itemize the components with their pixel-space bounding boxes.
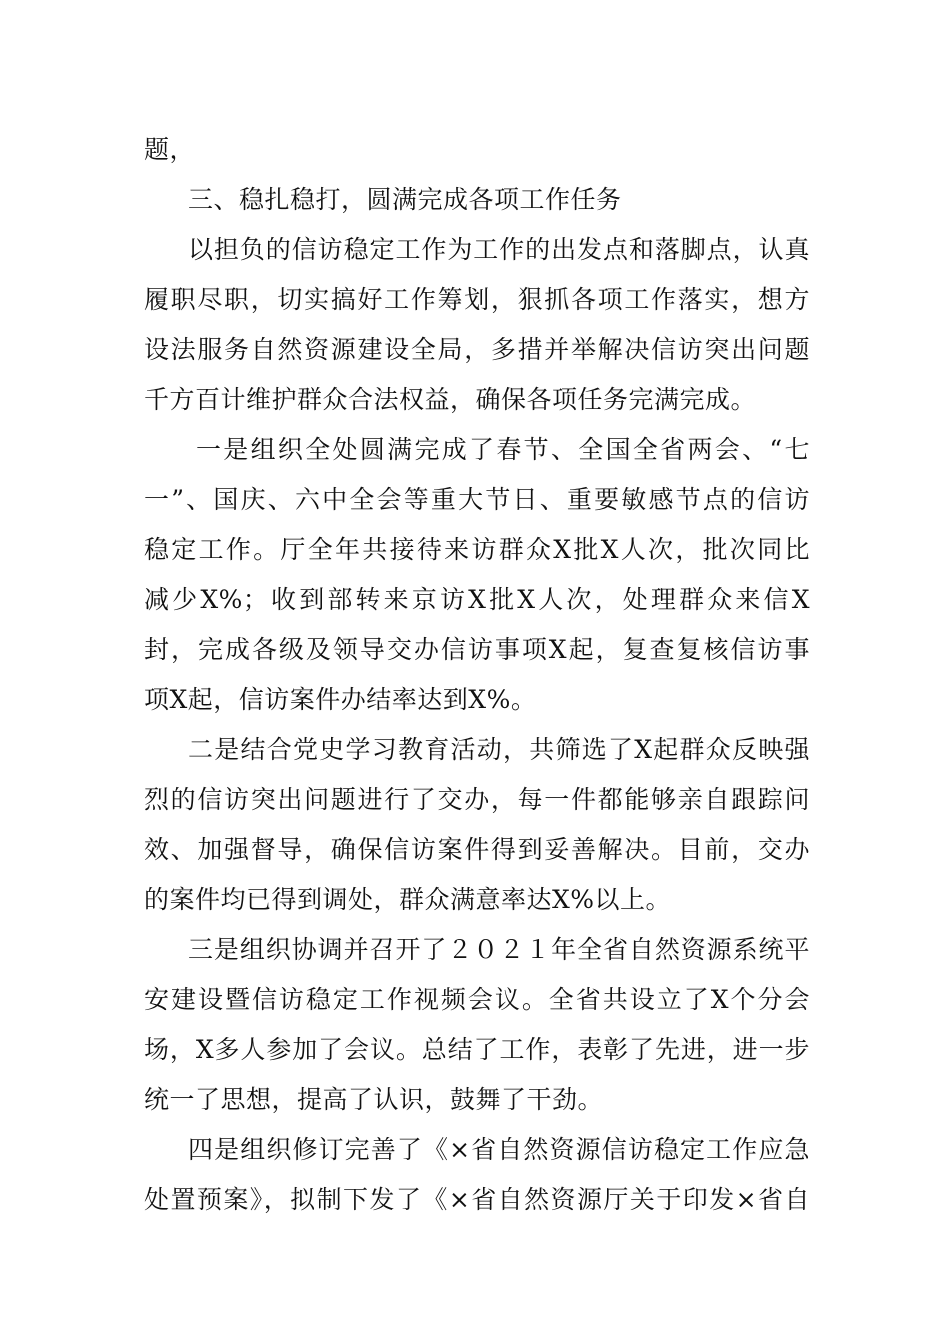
paragraph-line: 设法服务自然资源建设全局，多措并举解决信访突出问题 [144,335,810,364]
paragraph-line: 三是组织协调并召开了２０２１年全省自然资源系统平 [188,935,810,964]
text-line: 题， [144,135,196,164]
paragraph-line: 的案件均已得到调处，群众满意率达X%以上。 [144,885,672,914]
paragraph-line: 减少X%；收到部转来京访X批X人次，处理群众来信X [144,585,810,614]
paragraph-line: 稳定工作。厅全年共接待来访群众X批X人次，批次同比 [144,535,810,564]
paragraph-line: 二是结合党史学习教育活动，共筛选了X起群众反映强 [188,735,810,764]
paragraph-line: 处置预案》，拟制下发了《×省自然资源厅关于印发×省自 [144,1185,810,1214]
section-heading: 三、稳扎稳打，圆满完成各项工作任务 [188,185,622,214]
paragraph-line: 效、加强督导，确保信访案件得到妥善解决。目前，交办 [144,835,810,864]
paragraph-line: 封，完成各级及领导交办信访事项X起，复查复核信访事 [144,635,810,664]
paragraph-line: 一是组织全处圆满完成了春节、全国全省两会、“七 [196,435,810,464]
paragraph-line: 千方百计维护群众合法权益，确保各项任务完满完成。 [144,385,757,414]
paragraph-line: 项X起，信访案件办结率达到X%。 [144,685,537,714]
paragraph-line: 以担负的信访稳定工作为工作的出发点和落脚点，认真 [188,235,810,264]
paragraph-line: 安建设暨信访稳定工作视频会议。全省共设立了X个分会 [144,985,810,1014]
paragraph-line: 一”、国庆、六中全会等重大节日、重要敏感节点的信访 [144,485,810,514]
paragraph-line: 四是组织修订完善了《×省自然资源信访稳定工作应急 [188,1135,810,1164]
paragraph-line: 统一了思想，提高了认识，鼓舞了干劲。 [144,1085,604,1114]
paragraph-line: 场，X多人参加了会议。总结了工作，表彰了先进，进一步 [144,1035,810,1064]
paragraph-line: 履职尽职，切实搞好工作筹划，狠抓各项工作落实，想方 [144,285,810,314]
paragraph-line: 烈的信访突出问题进行了交办，每一件都能够亲自跟踪问 [144,785,810,814]
